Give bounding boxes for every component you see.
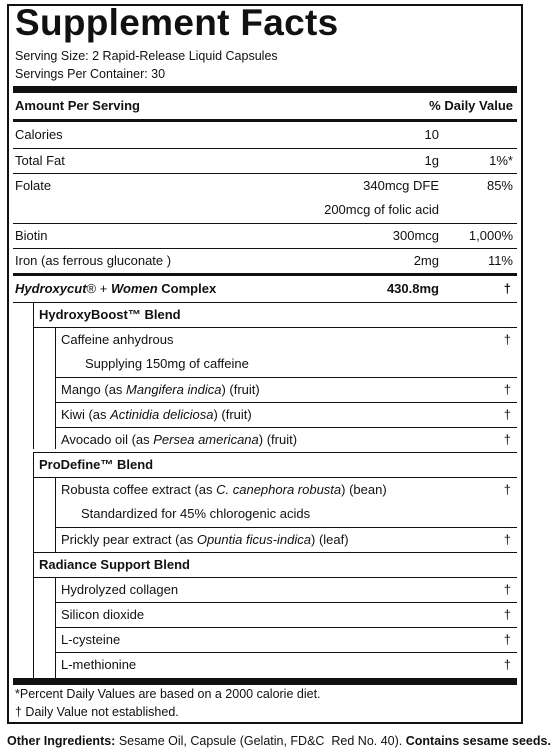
nutrient-name: Iron (as ferrous gluconate ) bbox=[15, 253, 172, 268]
amount-per-serving-header: Amount Per Serving bbox=[15, 98, 140, 113]
nutrient-name: Folate bbox=[15, 178, 52, 193]
complex-row bbox=[9, 277, 521, 301]
blend-title: ProDefine™ Blend bbox=[39, 457, 154, 472]
ingredient-row bbox=[9, 628, 521, 652]
complex-name: Hydroxycut® + Women Complex bbox=[15, 281, 217, 296]
rule-complex bbox=[13, 273, 517, 276]
ingredient-note: Supplying 150mg of caffeine bbox=[85, 356, 249, 371]
nutrient-amount: 2mg bbox=[413, 253, 439, 268]
ingredient-row bbox=[9, 403, 521, 427]
complex-amount: 430.8mg bbox=[386, 281, 439, 296]
nutrient-row bbox=[9, 249, 521, 273]
ingredient-dv: † bbox=[503, 657, 511, 672]
daily-value-header: % Daily Value bbox=[429, 98, 513, 113]
ingredient-row bbox=[9, 603, 521, 627]
nutrient-dv: 11% bbox=[487, 253, 513, 268]
ingredient-note-row bbox=[9, 352, 521, 376]
nutrient-amount: 300mcg bbox=[392, 228, 439, 243]
ingredient-name: Hydrolyzed collagen bbox=[61, 582, 179, 597]
ingredient-name: Robusta coffee extract (as C. canephora robusta) (bean) bbox=[61, 482, 387, 497]
nutrient-amount: 200mcg of folic acid bbox=[324, 202, 439, 217]
ingredient-dv: † bbox=[503, 532, 511, 547]
footnote-dagger: † Daily Value not established. bbox=[15, 705, 179, 719]
footnote-percent: *Percent Daily Values are based on a 2000 calorie diet. bbox=[15, 687, 321, 701]
thick-rule-bottom bbox=[13, 678, 517, 685]
nutrient-amount: 10 bbox=[424, 127, 439, 142]
blend-title-row bbox=[9, 553, 521, 577]
ingredient-row bbox=[9, 328, 521, 352]
nutrient-name: Calories bbox=[15, 127, 63, 142]
ingredient-dv: † bbox=[503, 332, 511, 347]
ingredient-dv: † bbox=[503, 407, 511, 422]
nutrient-row bbox=[9, 174, 521, 198]
blend-title-row bbox=[9, 303, 521, 327]
thick-rule-top bbox=[13, 86, 517, 93]
ingredient-dv: † bbox=[503, 632, 511, 647]
ingredient-name: Kiwi (as Actinidia deliciosa) (fruit) bbox=[61, 407, 252, 422]
other-ingredients bbox=[7, 734, 551, 748]
nutrient-name: Biotin bbox=[15, 228, 48, 243]
servings-per-container: Servings Per Container: 30 bbox=[15, 67, 166, 81]
nutrient-row bbox=[9, 198, 521, 222]
ingredient-dv: † bbox=[503, 432, 511, 447]
other-ingredients-label: Other Ingredients: bbox=[7, 734, 116, 748]
ingredient-name: Avocado oil (as Persea americana) (fruit) bbox=[61, 432, 298, 447]
ingredient-dv: † bbox=[503, 582, 511, 597]
ingredient-note: Standardized for 45% chlorogenic acids bbox=[81, 506, 311, 521]
ingredient-name: Prickly pear extract (as Opuntia ficus-indica) (leaf) bbox=[61, 532, 349, 547]
nutrient-dv: 1,000% bbox=[468, 228, 513, 243]
nutrient-amount: 340mcg DFE bbox=[363, 178, 439, 193]
header-row bbox=[9, 94, 521, 118]
nutrient-dv: 85% bbox=[486, 178, 513, 193]
ingredient-dv: † bbox=[503, 482, 511, 497]
rule-header bbox=[13, 119, 517, 122]
ingredient-name: Silicon dioxide bbox=[61, 607, 145, 622]
supplement-facts-panel bbox=[7, 4, 523, 724]
nutrient-row bbox=[9, 224, 521, 248]
nutrient-row bbox=[9, 123, 521, 147]
ingredient-note-row bbox=[9, 502, 521, 526]
nutrient-row bbox=[9, 149, 521, 173]
ingredient-name: Caffeine anhydrous bbox=[61, 332, 174, 347]
ingredient-row bbox=[9, 528, 521, 552]
ingredient-dv: † bbox=[503, 382, 511, 397]
blend-title: HydroxyBoost™ Blend bbox=[39, 307, 181, 322]
panel-title: Supplement Facts bbox=[15, 2, 339, 43]
ingredient-row bbox=[9, 653, 521, 677]
ingredient-row bbox=[9, 578, 521, 602]
nutrient-name: Total Fat bbox=[15, 153, 65, 168]
ingredient-row bbox=[9, 428, 521, 452]
ingredient-dv: † bbox=[503, 607, 511, 622]
ingredient-name: L-methionine bbox=[61, 657, 137, 672]
ingredient-row bbox=[9, 378, 521, 402]
ingredient-name: Mango (as Mangifera indica) (fruit) bbox=[61, 382, 260, 397]
blend-title-row bbox=[9, 453, 521, 477]
other-ingredients-text: Sesame Oil, Capsule (Gelatin, FD&C Red No. 40). bbox=[115, 734, 406, 748]
serving-size: Serving Size: 2 Rapid-Release Liquid Capsules bbox=[15, 49, 278, 63]
nutrient-dv: 1%* bbox=[489, 153, 513, 168]
ingredient-row bbox=[9, 478, 521, 502]
nutrient-amount: 1g bbox=[424, 153, 439, 168]
blend-title: Radiance Support Blend bbox=[39, 557, 190, 572]
ingredient-name: L-cysteine bbox=[61, 632, 121, 647]
allergen-warning: Contains sesame seeds. bbox=[405, 734, 551, 748]
complex-dv: † bbox=[503, 281, 511, 296]
